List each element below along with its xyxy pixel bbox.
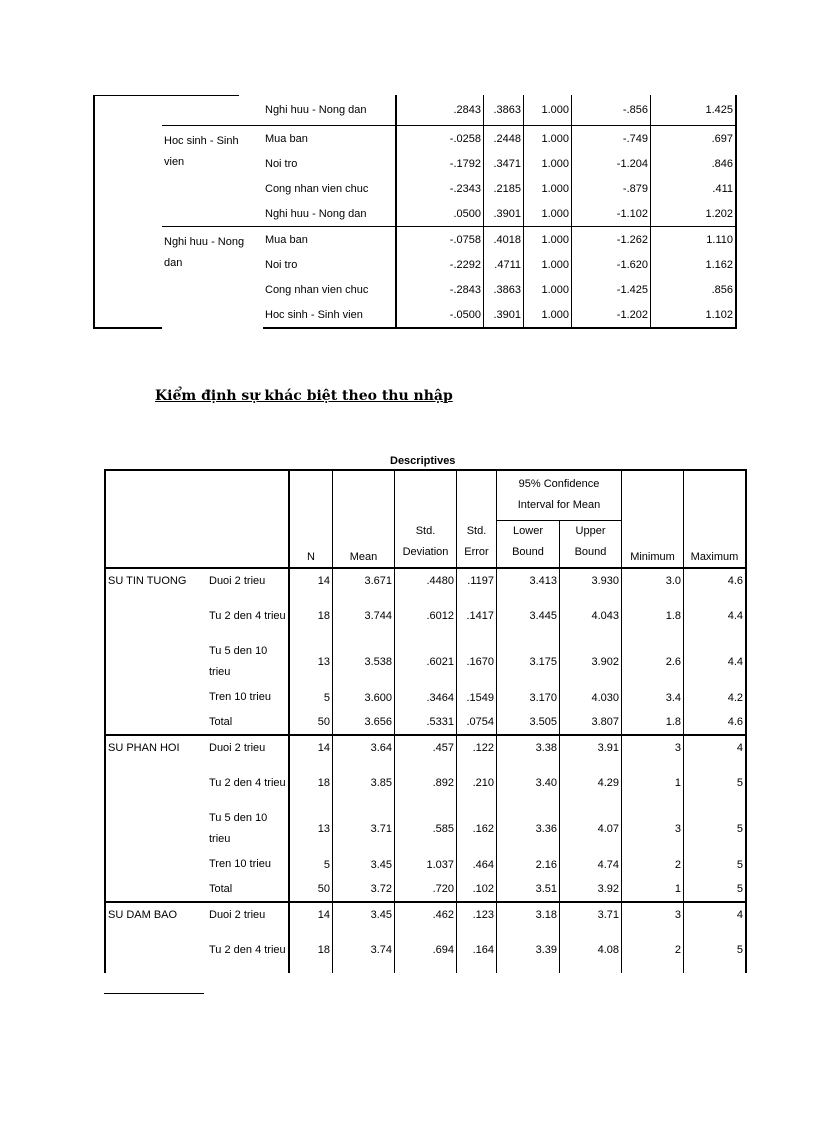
value-cell: 3.600 bbox=[333, 685, 395, 710]
row-blank-cell bbox=[94, 302, 162, 328]
value-cell: 1.000 bbox=[524, 227, 572, 253]
header-lower-line1: Lower bbox=[513, 525, 543, 537]
value-cell: .856 bbox=[651, 277, 737, 302]
group-label: Hoc sinh - Sinh vien bbox=[162, 126, 263, 227]
value-cell: .4480 bbox=[395, 568, 457, 593]
value-cell: 1.000 bbox=[524, 95, 572, 126]
value-cell: 5 bbox=[289, 685, 333, 710]
value-cell: 1.000 bbox=[524, 277, 572, 302]
value-cell: 18 bbox=[289, 593, 333, 639]
value-cell: 1.000 bbox=[524, 151, 572, 176]
row-blank-cell bbox=[94, 252, 162, 277]
value-cell: 3.18 bbox=[497, 902, 560, 927]
value-cell: .162 bbox=[457, 806, 497, 852]
value-cell: .1670 bbox=[457, 639, 497, 685]
header-row-1 bbox=[105, 470, 746, 520]
value-cell: 4.6 bbox=[684, 710, 747, 735]
value-cell: 3.72 bbox=[333, 877, 395, 902]
value-cell: 4.4 bbox=[684, 593, 747, 639]
row-blank-cell bbox=[94, 95, 162, 126]
header-std-error-line2: Error bbox=[464, 546, 489, 558]
value-cell: .5331 bbox=[395, 710, 457, 735]
value-cell: 3.902 bbox=[560, 639, 622, 685]
value-cell: 5 bbox=[684, 927, 747, 973]
value-cell: 3.807 bbox=[560, 710, 622, 735]
value-cell: 3.413 bbox=[497, 568, 560, 593]
row-blank-cell bbox=[94, 126, 162, 152]
value-cell: 1.8 bbox=[622, 710, 684, 735]
header-std-error-line1: Std. bbox=[466, 525, 487, 537]
value-cell: .1417 bbox=[457, 593, 497, 639]
value-cell: -.856 bbox=[572, 95, 651, 126]
value-cell: -.0258 bbox=[396, 126, 484, 152]
value-cell: .123 bbox=[457, 902, 497, 927]
value-cell: .697 bbox=[651, 126, 737, 152]
value-cell: 3.4 bbox=[622, 685, 684, 710]
header-blank-1 bbox=[105, 470, 207, 568]
header-mean: Mean bbox=[333, 470, 395, 568]
header-maximum: Maximum bbox=[684, 470, 747, 568]
value-cell: .210 bbox=[457, 760, 497, 806]
value-cell: 5 bbox=[684, 852, 747, 877]
category-label: Tu 2 den 4 trieu bbox=[207, 593, 289, 639]
value-cell: .892 bbox=[395, 760, 457, 806]
value-cell: -1.202 bbox=[572, 302, 651, 328]
header-upper-line2: Bound bbox=[574, 546, 607, 558]
value-cell: 3.175 bbox=[497, 639, 560, 685]
value-cell: .846 bbox=[651, 151, 737, 176]
value-cell: .720 bbox=[395, 877, 457, 902]
value-cell: 3.505 bbox=[497, 710, 560, 735]
value-cell: .6012 bbox=[395, 593, 457, 639]
table-row bbox=[105, 568, 746, 593]
value-cell: -1.425 bbox=[572, 277, 651, 302]
value-cell: .2843 bbox=[396, 95, 484, 126]
value-cell: 3.930 bbox=[560, 568, 622, 593]
category-label: Cong nhan vien chuc bbox=[263, 176, 396, 201]
value-cell: -1.204 bbox=[572, 151, 651, 176]
value-cell: 1 bbox=[622, 877, 684, 902]
value-cell: 1.000 bbox=[524, 302, 572, 328]
value-cell: 3 bbox=[622, 806, 684, 852]
value-cell: 1.425 bbox=[651, 95, 737, 126]
value-cell: -.2843 bbox=[396, 277, 484, 302]
value-cell: -.1792 bbox=[396, 151, 484, 176]
value-cell: 3.91 bbox=[560, 735, 622, 760]
value-cell: 5 bbox=[289, 852, 333, 877]
category-label: Mua ban bbox=[263, 126, 396, 152]
value-cell: .102 bbox=[457, 877, 497, 902]
value-cell: 3.744 bbox=[333, 593, 395, 639]
value-cell: -1.262 bbox=[572, 227, 651, 253]
group-label bbox=[162, 95, 263, 126]
category-label: Cong nhan vien chuc bbox=[263, 277, 396, 302]
value-cell: 1.110 bbox=[651, 227, 737, 253]
value-cell: 4.07 bbox=[560, 806, 622, 852]
value-cell: 2 bbox=[622, 852, 684, 877]
header-std-deviation-line1: Std. bbox=[415, 525, 436, 537]
value-cell: 4.6 bbox=[684, 568, 747, 593]
value-cell: .457 bbox=[395, 735, 457, 760]
value-cell: 3.170 bbox=[497, 685, 560, 710]
value-cell: 13 bbox=[289, 639, 333, 685]
value-cell: 3.656 bbox=[333, 710, 395, 735]
value-cell: 1.000 bbox=[524, 201, 572, 227]
table-row bbox=[94, 126, 736, 152]
group-label: Nghi huu - Nong dan bbox=[162, 227, 263, 329]
multiple-comparisons-table bbox=[93, 95, 737, 329]
category-label: Tu 2 den 4 trieu bbox=[207, 760, 289, 806]
category-label: Tu 5 den 10 trieu bbox=[207, 639, 289, 685]
table2-bottom-stub bbox=[104, 993, 204, 994]
row-blank-cell bbox=[94, 277, 162, 302]
value-cell: 4.08 bbox=[560, 927, 622, 973]
value-cell: -.749 bbox=[572, 126, 651, 152]
row-blank-cell bbox=[94, 227, 162, 253]
value-cell: 3.71 bbox=[333, 806, 395, 852]
value-cell: -.2343 bbox=[396, 176, 484, 201]
descriptives-table bbox=[104, 469, 747, 973]
table-row bbox=[94, 95, 736, 126]
value-cell: .411 bbox=[651, 176, 737, 201]
value-cell: .462 bbox=[395, 902, 457, 927]
value-cell: 50 bbox=[289, 710, 333, 735]
value-cell: .3464 bbox=[395, 685, 457, 710]
value-cell: 3.64 bbox=[333, 735, 395, 760]
value-cell: 1.102 bbox=[651, 302, 737, 328]
header-std-deviation bbox=[395, 470, 457, 568]
value-cell: -1.620 bbox=[572, 252, 651, 277]
value-cell: .4711 bbox=[484, 252, 524, 277]
category-label: Tu 5 den 10 trieu bbox=[207, 806, 289, 852]
category-label: Noi tro bbox=[263, 151, 396, 176]
value-cell: 3.40 bbox=[497, 760, 560, 806]
value-cell: -1.102 bbox=[572, 201, 651, 227]
value-cell: 18 bbox=[289, 927, 333, 973]
category-label: Nghi huu - Nong dan bbox=[263, 201, 396, 227]
category-label: Tren 10 trieu bbox=[207, 852, 289, 877]
value-cell: 3.45 bbox=[333, 902, 395, 927]
value-cell: 4.2 bbox=[684, 685, 747, 710]
value-cell: 1.000 bbox=[524, 176, 572, 201]
value-cell: 3.39 bbox=[497, 927, 560, 973]
value-cell: .4018 bbox=[484, 227, 524, 253]
category-label: Tren 10 trieu bbox=[207, 685, 289, 710]
value-cell: .3471 bbox=[484, 151, 524, 176]
value-cell: 1.000 bbox=[524, 252, 572, 277]
value-cell: 3 bbox=[622, 902, 684, 927]
value-cell: -.879 bbox=[572, 176, 651, 201]
value-cell: .2448 bbox=[484, 126, 524, 152]
value-cell: 1.037 bbox=[395, 852, 457, 877]
value-cell: 4.74 bbox=[560, 852, 622, 877]
table-row bbox=[94, 227, 736, 253]
category-label: Total bbox=[207, 877, 289, 902]
header-blank-2 bbox=[207, 470, 289, 568]
value-cell: -.0758 bbox=[396, 227, 484, 253]
value-cell: .2185 bbox=[484, 176, 524, 201]
group-label: SU PHAN HOI bbox=[105, 735, 207, 902]
value-cell: 4.030 bbox=[560, 685, 622, 710]
value-cell: 4.4 bbox=[684, 639, 747, 685]
value-cell: .3863 bbox=[484, 95, 524, 126]
header-n: N bbox=[289, 470, 333, 568]
value-cell: 1.162 bbox=[651, 252, 737, 277]
value-cell: 5 bbox=[684, 806, 747, 852]
value-cell: 14 bbox=[289, 735, 333, 760]
value-cell: 3.0 bbox=[622, 568, 684, 593]
category-label: Nghi huu - Nong dan bbox=[263, 95, 396, 126]
value-cell: 3.36 bbox=[497, 806, 560, 852]
value-cell: -.0500 bbox=[396, 302, 484, 328]
value-cell: 4.29 bbox=[560, 760, 622, 806]
value-cell: .585 bbox=[395, 806, 457, 852]
value-cell: 5 bbox=[684, 877, 747, 902]
value-cell: 3.38 bbox=[497, 735, 560, 760]
category-label: Hoc sinh - Sinh vien bbox=[263, 302, 396, 328]
value-cell: 2.16 bbox=[497, 852, 560, 877]
value-cell: .1197 bbox=[457, 568, 497, 593]
value-cell: 3.445 bbox=[497, 593, 560, 639]
value-cell: .0500 bbox=[396, 201, 484, 227]
value-cell: 4 bbox=[684, 735, 747, 760]
category-label: Tu 2 den 4 trieu bbox=[207, 927, 289, 973]
value-cell: 1.000 bbox=[524, 126, 572, 152]
header-std-deviation-line2: Deviation bbox=[402, 546, 449, 558]
value-cell: 3.92 bbox=[560, 877, 622, 902]
value-cell: .0754 bbox=[457, 710, 497, 735]
value-cell: 13 bbox=[289, 806, 333, 852]
value-cell: .1549 bbox=[457, 685, 497, 710]
header-std-error bbox=[457, 470, 497, 568]
table-row bbox=[105, 902, 746, 927]
value-cell: 3.85 bbox=[333, 760, 395, 806]
row-blank-cell bbox=[94, 176, 162, 201]
value-cell: 3.51 bbox=[497, 877, 560, 902]
value-cell: 4.043 bbox=[560, 593, 622, 639]
header-lower-bound bbox=[497, 520, 560, 568]
header-lower-line2: Bound bbox=[512, 546, 544, 558]
value-cell: 2 bbox=[622, 927, 684, 973]
descriptives-caption: Descriptives bbox=[390, 455, 456, 467]
group-label: SU TIN TUONG bbox=[105, 568, 207, 735]
value-cell: .3901 bbox=[484, 201, 524, 227]
value-cell: .694 bbox=[395, 927, 457, 973]
category-label: Duoi 2 trieu bbox=[207, 735, 289, 760]
header-minimum: Minimum bbox=[622, 470, 684, 568]
value-cell: 4 bbox=[684, 902, 747, 927]
value-cell: 3.538 bbox=[333, 639, 395, 685]
value-cell: -.2292 bbox=[396, 252, 484, 277]
header-upper-line1: Upper bbox=[575, 525, 606, 537]
section-heading: Kiểm định sự khác biệt theo thu nhập bbox=[155, 388, 453, 404]
value-cell: 18 bbox=[289, 760, 333, 806]
category-label: Total bbox=[207, 710, 289, 735]
value-cell: .464 bbox=[457, 852, 497, 877]
value-cell: 5 bbox=[684, 760, 747, 806]
value-cell: 50 bbox=[289, 877, 333, 902]
category-label: Mua ban bbox=[263, 227, 396, 253]
row-blank-cell bbox=[94, 151, 162, 176]
value-cell: .122 bbox=[457, 735, 497, 760]
category-label: Duoi 2 trieu bbox=[207, 902, 289, 927]
category-label: Noi tro bbox=[263, 252, 396, 277]
value-cell: 1 bbox=[622, 760, 684, 806]
header-ci-line2: Interval for Mean bbox=[517, 499, 601, 512]
category-label: Duoi 2 trieu bbox=[207, 568, 289, 593]
value-cell: .6021 bbox=[395, 639, 457, 685]
header-confidence-interval bbox=[497, 470, 622, 520]
value-cell: 3.74 bbox=[333, 927, 395, 973]
value-cell: 14 bbox=[289, 568, 333, 593]
header-ci-line1: 95% Confidence bbox=[518, 478, 600, 491]
value-cell: 3.45 bbox=[333, 852, 395, 877]
table-row bbox=[105, 735, 746, 760]
row-blank-cell bbox=[94, 201, 162, 227]
header-upper-bound bbox=[560, 520, 622, 568]
value-cell: 3.71 bbox=[560, 902, 622, 927]
value-cell: 14 bbox=[289, 902, 333, 927]
value-cell: .3901 bbox=[484, 302, 524, 328]
value-cell: .3863 bbox=[484, 277, 524, 302]
value-cell: 3.671 bbox=[333, 568, 395, 593]
value-cell: 1.202 bbox=[651, 201, 737, 227]
value-cell: 2.6 bbox=[622, 639, 684, 685]
group-label: SU DAM BAO bbox=[105, 902, 207, 973]
value-cell: 3 bbox=[622, 735, 684, 760]
value-cell: .164 bbox=[457, 927, 497, 973]
value-cell: 1.8 bbox=[622, 593, 684, 639]
